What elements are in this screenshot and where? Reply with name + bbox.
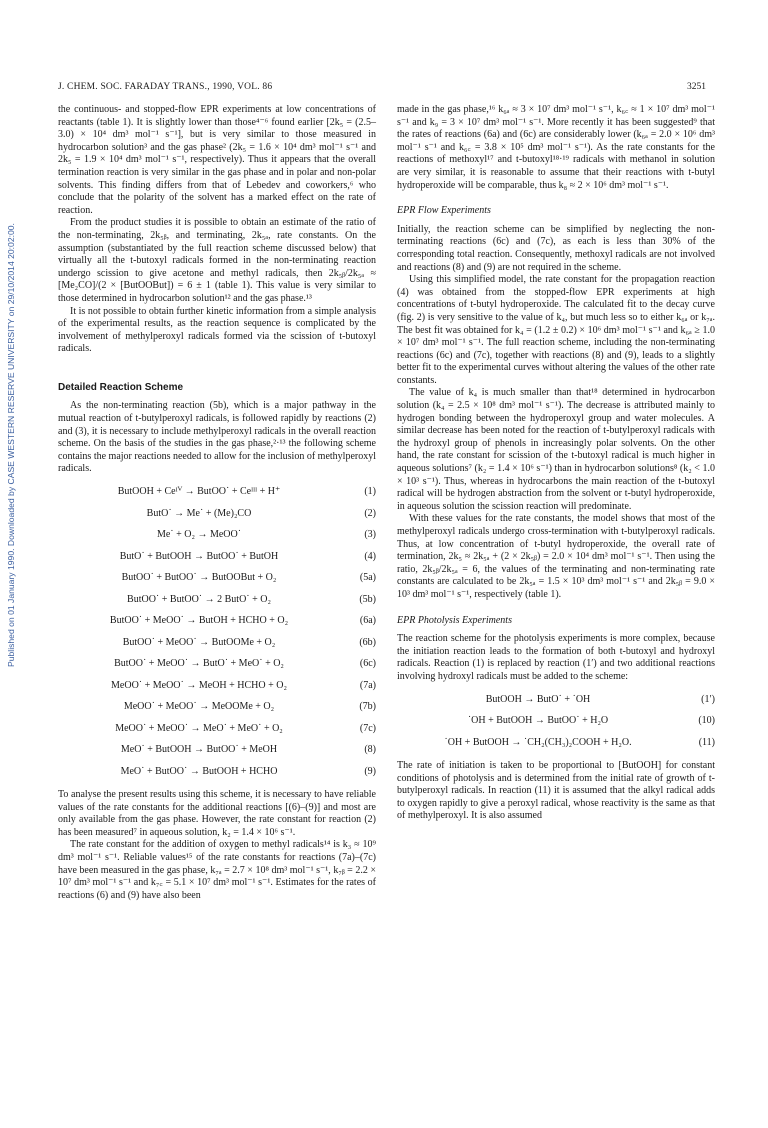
reaction-formula: MeOO˙ + MeOO˙ → MeOOMe + O₂ (123, 701, 275, 713)
reaction-equation (58, 482, 376, 504)
reaction-formula: ButOO˙ + MeOO˙ → ButOH + HCHO + O₂ (109, 615, 289, 627)
paragraph: The rate of initiation is taken to be proportional to [ButOOH] for constant conditions of photolysis and is determined from the initial rate of growth of t-butylperoxyl radicals. In reaction (11) it is assumed that the alkyl radical adds to oxygen rapidly to give a peroxyl radical, whose reactivity is the same as that of methylperoxyl. It is also assumed (397, 760, 715, 822)
reaction-number: (6b) (359, 636, 376, 648)
paragraph: To analyse the present results using this scheme, it is necessary to have reliable values of the rate constants for the additional reactions [(6)–(9)] and most are only available from the gas phase. However, the rate constant for reaction (2) has been measured⁷ in aqueous solution, k₂ = 1.4 × 10⁶ s⁻¹. (58, 789, 376, 838)
reaction-formula: MeOO˙ + MeOO˙ → MeO˙ + MeO˙ + O₂ (115, 722, 283, 734)
left-column (58, 104, 376, 902)
reaction-number: (11) (698, 736, 715, 748)
reaction-number: (8) (364, 744, 376, 756)
reaction-formula: ButOO˙ + ButOO˙ → ButOOBut + O₂ (121, 572, 277, 584)
reaction-number: (5a) (359, 572, 376, 584)
reaction-number: (4) (364, 550, 376, 562)
reaction-equation (58, 590, 376, 612)
reaction-formula: ButOOH → ButO˙ + ˙OH (485, 693, 591, 705)
reaction-formula: MeOO˙ + MeOO˙ → MeOH + HCHO + O₂ (111, 679, 287, 691)
reaction-formula: ˙OH + ButOOH → ButOO˙ + H₂O (467, 715, 609, 727)
reaction-equation (58, 633, 376, 655)
reaction-formula: MeO˙ + ButOO˙ → ButOOH + HCHO (120, 765, 278, 777)
section-heading: Detailed Reaction Scheme (58, 381, 184, 393)
reaction-equation (58, 740, 376, 762)
reaction-formula: ButOOH + Ceᴵⱽ → ButOO˙ + Ceᴵᴵᴵ + H⁺ (117, 486, 281, 498)
reaction-number: (5b) (359, 593, 376, 605)
section-heading: EPR Photolysis Experiments (397, 614, 512, 626)
reaction-equation (58, 654, 376, 676)
paragraph: As the non-terminating reaction (5b), which is a major pathway in the mutual reaction of t-butylperoxyl radicals, is followed rapidly by reactions (2) and (3), it is necessary to include methylperoxyl radicals in the overall reaction scheme. On the basis of the studies in the gas phase,²·¹³ the following scheme contains the major reactions needed to allow for the inclusion of methylperoxyl radicals. (58, 400, 376, 475)
reaction-equation (58, 719, 376, 741)
reaction-formula: ButOO˙ + MeOO˙ → ButO˙ + MeO˙ + O₂ (114, 658, 284, 670)
reaction-number: (9) (364, 765, 376, 777)
journal-header: J. CHEM. SOC. FARADAY TRANS., 1990, VOL. 86 (58, 82, 273, 92)
reaction-equation (397, 690, 715, 712)
paragraph: Using this simplified model, the rate constant for the propagation reaction (4) was obtained from the stopped-flow EPR experiments at high concentrations of t-butyl hydroperoxide. The calculated fit to the decay curve (fig. 2) is very sensitive to the value of k₄, but much less so to either k₆ₐ or k₇ₐ. The best fit was obtained for k₄ = (1.2 ± 0.2) × 10⁶ dm³ mol⁻¹ s⁻¹ and k₆ₐ ≥ 1.0 × 10⁷ dm³ mol⁻¹ s⁻¹. The full reaction scheme, including the non-terminating reactions (6c) and (7c), together with reactions (8) and (9), leads to a slightly better fit to the experimental curves without altering the values of the other rate constants. (397, 274, 715, 386)
reaction-equation (58, 504, 376, 526)
page-number: 3251 (687, 82, 706, 92)
paragraph: The rate constant for the addition of oxygen to methyl radicals¹⁴ is k₃ ≈ 10⁹ dm³ mol⁻¹ s⁻¹. Reliable values¹⁵ of the rate constants for reactions (7a)–(7c) have been measured in the gas phase, k₇ₐ = 2.7 × 10⁸ dm³ mol⁻¹ s⁻¹, k₇ᵦ = 2.2 × 10⁷ dm³ mol⁻¹ s⁻¹ and k₇꜀ = 5.1 × 10⁷ dm³ mol⁻¹ s⁻¹. Estimates for the rates of reactions (6) and (9) have also been (58, 839, 376, 901)
reaction-equation (397, 711, 715, 733)
reaction-equation (58, 762, 376, 784)
reaction-number: (1) (364, 486, 376, 498)
reaction-scheme (397, 690, 715, 755)
reaction-number: (1′) (701, 693, 715, 705)
paragraph: The reaction scheme for the photolysis experiments is more complex, because the initiation reaction leads to the formation of both t-butoxyl and hydroxyl radicals. Reaction (1) is replaced by reaction (1′) and two additional reactions involving hydroxyl radicals must be added to the scheme: (397, 633, 715, 682)
paragraph: From the product studies it is possible to obtain an estimate of the ratio of the non-terminating, 2k₅ᵦ, and terminating, 2k₅ₐ, rate constants. On the assumption (substantiated by the full reaction scheme discussed below) that virtually all the t-butoxyl radicals formed in the non-terminating reaction undergo scission to give acetone and methyl radicals, then 2k₅ᵦ/2k₅ₐ ≈ [Me₂CO]/(2 × [ButOOBut]) = 6 ± 1 (table 1). This value is very similar to those determined in hydrocarbon solution¹² and the gas phase.¹³ (58, 217, 376, 304)
reaction-formula: ButO˙ → Me˙ + (Me)₂CO (146, 507, 252, 519)
reaction-equation (58, 568, 376, 590)
paragraph: The value of k₄ is much smaller than that¹⁸ determined in hydrocarbon solution (k₄ = 2.5 × 10⁸ dm³ mol⁻¹ s⁻¹). The decrease is attributed mainly to hydrogen bonding between the hydroperoxyl group and water molecules. A similar decrease has been noted for the reaction of t-butylperoxyl radicals with the hydroxyl group of phenols in increasingly polar solvents. On the other hand, the rate constant for scission of the t-butoxyl radical is much higher in aqueous solutions⁷ (k₂ = 1.4 × 10⁶ s⁻¹) than in hydrocarbon solutions⁸ (k₂ < 1.0 × 10³ s⁻¹). Thus, whereas in hydrocarbons the main reaction of the t-butoxyl radical will be hydrogen abstraction from the solvent or t-butyl hydroperoxide, in aqueous solution the scission reaction will predominate. (397, 387, 715, 512)
reaction-number: (2) (364, 507, 376, 519)
reaction-number: (6c) (359, 658, 376, 670)
reaction-number: (6a) (359, 615, 376, 627)
reaction-equation (58, 697, 376, 719)
download-watermark: Published on 01 January 1990. Downloaded by CASE WESTERN RESERVE UNIVERSITY on 29/10/2014 20:02:00. (6, 223, 16, 667)
reaction-number: (7a) (359, 679, 376, 691)
reaction-number: (7c) (359, 722, 376, 734)
paragraph: It is not possible to obtain further kinetic information from a simple analysis of the experimental results, as the reaction sequence is complicated by the involvement of methylperoxyl radicals formed via the scission of t-butoxyl radicals. (58, 305, 376, 355)
paragraph: Initially, the reaction scheme can be simplified by neglecting the non-terminating reactions (6c) and (7c), as each is less than 30% of the corresponding total reaction. Consequently, methoxyl radicals are not involved and reactions (8) and (9) are not required in the scheme. (397, 223, 715, 273)
reaction-formula: MeO˙ + ButOOH → ButOO˙ + MeOH (120, 744, 278, 756)
paragraph: made in the gas phase,¹⁶ k₆ₐ ≈ 3 × 10⁷ dm³ mol⁻¹ s⁻¹, k₆꜀ ≈ 1 × 10⁷ dm³ mol⁻¹ s⁻¹ and k₉ = 3 × 10⁷ dm³ mol⁻¹ s⁻¹. More recently it has been suggested⁹ that the rates of reactions (6a) and (6c) are considerably lower (k₆ₐ = 2.0 × 10⁶ dm³ mol⁻¹ s⁻¹ and k₆꜀ = 3.8 × 10⁵ dm³ mol⁻¹ s⁻¹). As the rate constants for the reactions of methoxyl¹⁷ and t-butoxyl¹⁸·¹⁹ radicals with methanol in solution are very similar, it is reasonable to assume that their reactions with t-butyl hydroperoxide will be comparable, thus k₈ ≈ 2 × 10⁶ dm³ mol⁻¹ s⁻¹. (397, 104, 715, 191)
reaction-formula: Me˙ + O₂ → MeOO˙ (156, 529, 242, 541)
reaction-equation (58, 611, 376, 633)
reaction-number: (7b) (359, 701, 376, 713)
paragraph: With these values for the rate constants, the model shows that most of the methylperoxyl radicals undergo cross-termination with t-butylperoxyl radicals. Thus, at low concentration of t-butyl hydroperoxide, the overall rate of termination, 2k₅ ≈ 2k₅ₐ + (2 × 2k₅ᵦ) = 2.0 × 10⁴ dm³ mol⁻¹ s⁻¹. Then using the ratio, 2k₅ᵦ/2k₅ₐ = 6, the values of the terminating and non-terminating rate constants are calculated to be 2k₅ₐ = 1.5 × 10³ dm³ mol⁻¹ s⁻¹ and 2k₅ᵦ = 9.0 × 10³ dm³ mol⁻¹ s⁻¹, respectively (table 1). (397, 513, 715, 600)
reaction-equation (58, 676, 376, 698)
reaction-formula: ButOO˙ + ButOO˙ → 2 ButO˙ + O₂ (127, 593, 271, 605)
reaction-formula: ButO˙ + ButOOH → ButOO˙ + ButOH (119, 550, 279, 562)
reaction-formula: ButOO˙ + MeOO˙ → ButOOMe + O₂ (122, 636, 276, 648)
reaction-equation (58, 547, 376, 569)
reaction-equation (397, 733, 715, 755)
reaction-scheme (58, 482, 376, 783)
right-column (397, 104, 715, 823)
paragraph: the continuous- and stopped-flow EPR experiments at low concentrations of reactants (table 1). It is slightly lower than those⁴⁻⁶ found earlier [2k₅ = (2.5–3.0) × 10⁴ dm³ mol⁻¹ s⁻¹], but is very similar to those measured in hydrocarbon solution³ and the gas phase² (2k₅ = 1.6 × 10⁴ dm³ mol⁻¹ s⁻¹ and 2k₅ = 1.9 × 10⁴ dm³ mol⁻¹ s⁻¹, respectively). Thus it appears that the overall termination reaction is very similar in the gas phase and in polar and non-polar solvents. This finding differs from that of Lebedev and coworkers,⁶ who conclude that the polarity of the solvent has a marked effect on the rate of reaction. (58, 104, 376, 216)
reaction-equation (58, 525, 376, 547)
section-heading: EPR Flow Experiments (397, 205, 491, 217)
reaction-formula: ˙OH + ButOOH → ˙CH₂(CH₃)₂COOH + H₂O. (444, 736, 632, 748)
reaction-number: (10) (698, 715, 715, 727)
reaction-number: (3) (364, 529, 376, 541)
